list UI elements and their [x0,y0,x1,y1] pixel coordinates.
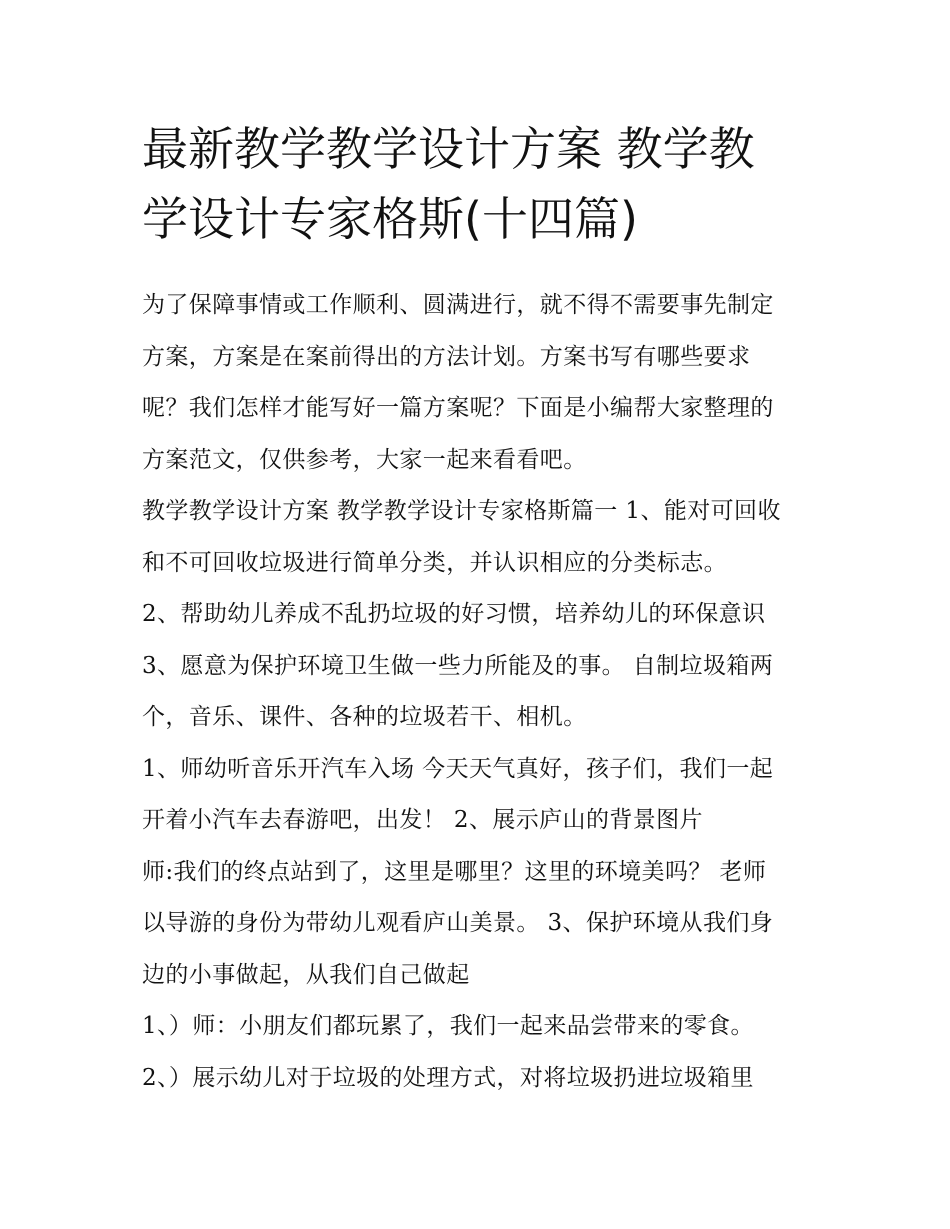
paragraph-goal-3 [142,641,822,744]
title-line: 最新教学教学设计方案 教学教 [142,122,755,176]
text-line: 方案，方案是在案前得出的方法计划。方案书写有哪些要求 [142,343,751,370]
text-line: 以导游的身份为带幼儿观看庐山美景。 3、保护环境从我们身 [142,910,774,936]
document-title [142,114,832,254]
text-line: 为了保障事情或工作顺利、圆满进行，就不得不需要事先制定 [142,292,774,318]
paragraph-step-1 [142,1001,822,1053]
text-line: 1、师幼听音乐开汽车入场 今天天气真好，孩子们，我们一起 [142,755,774,782]
text-line: 方案范文，仅供参考，大家一起来看看吧。 [142,446,587,473]
text-line: 2、帮助幼儿养成不乱扔垃圾的好习惯，培养幼儿的环保意识 [142,601,766,627]
paragraph-goal-2 [142,589,822,641]
document-body [142,280,822,1104]
text-line: 3、愿意为保护环境卫生做一些力所能及的事。 自制垃圾箱两 [142,652,774,679]
paragraph-step-2 [142,1053,822,1105]
paragraph-intro [142,280,822,486]
title-line: 学设计专家格斯(十四篇) [142,192,638,246]
paragraph-goal-1 [142,486,822,589]
text-line: 师:我们的终点站到了，这里是哪里？这里的环境美吗？ 老师 [142,858,767,885]
text-line: 1、）师：小朋友们都玩累了，我们一起来品尝带来的零食。 [142,1013,754,1039]
text-line: 教学教学设计方案 教学教学设计专家格斯篇一 1、能对可回收 [142,498,781,524]
text-line: 个，音乐、课件、各种的垃圾若干、相机。 [142,704,587,730]
text-line: 开着小汽车去春游吧，出发！ 2、展示庐山的背景图片 [142,807,703,833]
text-line: 边的小事做起，从我们自己做起 [142,961,470,988]
text-line: 和不可回收垃圾进行简单分类，并认识相应的分类标志。 [142,549,727,576]
text-line: 呢？我们怎样才能写好一篇方案呢？下面是小编帮大家整理的 [142,395,774,421]
paragraph-process-1 [142,744,822,1002]
text-line: 2、）展示幼儿对于垃圾的处理方式，对将垃圾扔进垃圾箱里 [142,1064,754,1091]
